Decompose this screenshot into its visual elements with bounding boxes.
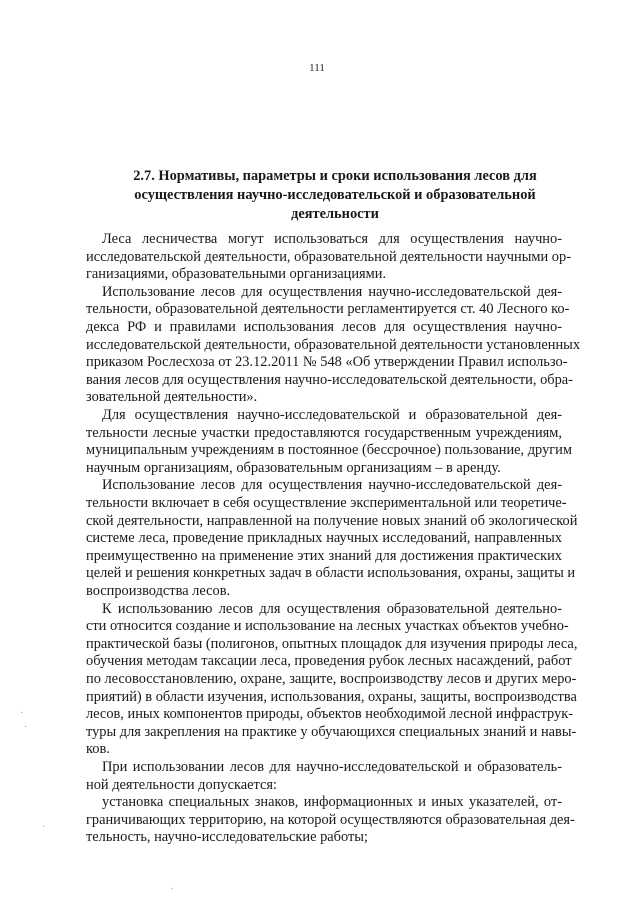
text-line: декса РФ и правилами использования лесов для осуществления научно- <box>86 319 562 335</box>
text-line: тельность, научно-исследовательские работы; <box>86 829 368 846</box>
text-line: практической базы (полигонов, опытных площадок для изучения природы леса, <box>86 635 578 652</box>
text-line: туры для закрепления на практике у обучающихся специальных знаний и навы- <box>86 723 577 740</box>
text-line: муниципальным учреждениям в постоянное (бессрочное) пользование, другим <box>86 442 572 459</box>
text-line: Для осуществления научно-исследовательской и образовательной дея- <box>102 407 562 423</box>
text-line: ской деятельности, направленной на получение новых знаний об экологической <box>86 512 578 529</box>
text-line: исследовательской деятельности, образовательной деятельности установленных <box>86 336 581 353</box>
text-line: обучения методам таксации леса, проведения рубок лесных насаждений, работ <box>86 653 572 670</box>
text-line: зовательной деятельности». <box>86 389 258 406</box>
text-line: Использование лесов для осуществления научно-исследовательской дея- <box>102 477 562 494</box>
text-line: тельности, образовательной деятельности регламентируется ст. 40 Лесного ко- <box>86 301 570 318</box>
text-line: Леса лесничества могут использоваться для осуществления научно- <box>102 231 562 247</box>
text-line: сти относится создание и использование на лесных участках объектов учебно- <box>86 618 569 635</box>
text-line: ков. <box>86 741 110 758</box>
scan-speck: · <box>20 708 24 719</box>
text-line: граничивающих территорию, на которой осуществляются образовательная дея- <box>86 811 575 828</box>
text-line: по лесовосстановлению, охране, защите, воспроизводству лесов и других меро- <box>86 671 577 687</box>
scan-speck: · <box>24 722 28 733</box>
page-number: 111 <box>309 62 325 74</box>
text-line: Использование лесов для осуществления научно-исследовательской дея- <box>102 283 562 300</box>
text-line: системе леса, проведение прикладных научных исследований, направленных <box>86 530 562 547</box>
text-line: научным организациям, образовательным организациям – в аренду. <box>86 459 501 476</box>
text-line: При использовании лесов для научно-исследовательской и образователь- <box>102 759 562 775</box>
heading-line: осуществления научно-исследовательской и образовательной <box>134 187 536 203</box>
text-line: приказом Рослесхоза от 23.12.2011 № 548 «Об утверждении Правил использо- <box>86 354 568 371</box>
text-line: исследовательской деятельности, образовательной деятельности научными ор- <box>86 248 571 265</box>
scan-speck: · <box>170 884 174 895</box>
text-line: целей и решения конкретных задач в области использования, охраны, защиты и <box>86 565 576 582</box>
text-line: установка специальных знаков, информационных и иных указателей, от- <box>102 794 562 811</box>
text-line: ганизациями, образовательными организациями. <box>86 266 387 283</box>
text-line: ной деятельности допускается: <box>86 776 277 793</box>
text-line: К использованию лесов для осуществления образовательной деятельно- <box>102 600 562 617</box>
text-line: лесов, иных компонентов природы, объектов необходимой лесной инфраструк- <box>86 706 574 723</box>
text-line: тельности лесные участки предоставляются государственным учреждениям, <box>86 424 562 441</box>
text-line: тельности включает в себя осуществление экспериментальной или теоретиче- <box>86 495 567 511</box>
scan-speck: · <box>42 822 46 833</box>
text-line: приятий) в области изучения, использования, охраны, защиты, воспроизводства <box>86 688 577 705</box>
heading-line: деятельности <box>291 206 379 222</box>
text-line: преимущественно на применение этих знаний для достижения практических <box>86 547 562 564</box>
text-line: вания лесов для осуществления научно-исследовательской деятельности, обра- <box>86 371 573 388</box>
text-line: воспроизводства лесов. <box>86 583 231 599</box>
heading-line: 2.7. Нормативы, параметры и сроки использования лесов для <box>133 168 537 184</box>
section-heading <box>100 167 570 224</box>
